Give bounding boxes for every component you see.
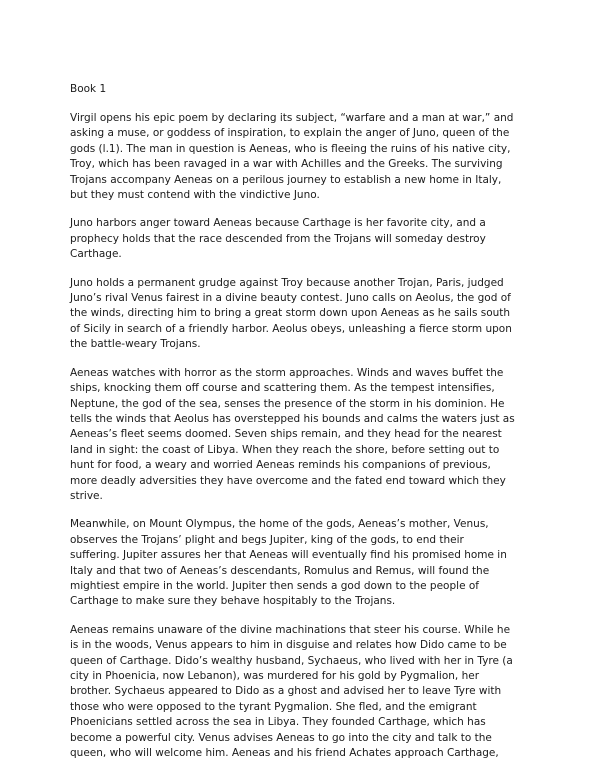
text-line: land in sight: the coast of Libya. When they reach the shore, before setting out to	[70, 443, 500, 456]
text-line: more deadly adversities they have overcome and the fated end toward which they	[70, 474, 506, 487]
text-line: Phoenicians settled across the sea in Libya. They founded Carthage, which has	[70, 716, 486, 729]
paragraph	[70, 366, 540, 505]
paragraph	[70, 111, 540, 203]
text-line: Aeneas remains unaware of the divine machinations that steer his course. While he	[70, 623, 511, 636]
paragraph-container	[70, 111, 540, 761]
text-line: the battle-weary Trojans.	[70, 338, 201, 351]
text-line: Carthage.	[70, 248, 122, 261]
book-heading: Book 1	[70, 83, 107, 95]
text-line: strive.	[70, 489, 103, 502]
text-line: Neptune, the god of the sea, senses the presence of the storm in his dominion. He	[70, 397, 505, 410]
text-line: the winds, directing him to bring a great storm down upon Aeneas as he sails south	[70, 307, 511, 320]
text-line: city in Phoenicia, now Lebanon), was murdered for his gold by Pygmalion, her	[70, 670, 480, 682]
text-line: Carthage to make sure they behave hospitably to the Trojans.	[70, 595, 396, 608]
text-line: those who were opposed to the tyrant Pygmalion. She fled, and the emigrant	[70, 700, 477, 713]
text-line: ships, knocking them off course and scattering them. As the tempest intensifies,	[70, 382, 495, 395]
text-line: Aeneas watches with horror as the storm approaches. Winds and waves buffet the	[70, 366, 504, 379]
text-line: Juno harbors anger toward Aeneas because Carthage is her favorite city, and a	[70, 217, 486, 230]
text-line: but they must contend with the vindictive Juno.	[70, 189, 320, 202]
text-line: of Sicily in search of a friendly harbor. Aeolus obeys, unleashing a fierce storm upon	[70, 322, 512, 335]
text-line: asking a muse, or goddess of inspiration, to explain the anger of Juno, queen of the	[70, 127, 510, 140]
text-line: gods (l.1). The man in question is Aeneas, who is fleeing the ruins of his native city,	[70, 142, 511, 155]
text-line: suffering. Jupiter assures her that Aeneas will eventually find his promised home in	[70, 549, 507, 562]
document-body	[70, 82, 540, 774]
text-line: Trojans accompany Aeneas on a perilous journey to establish a new home in Italy,	[70, 173, 502, 186]
text-line: brother. Sychaeus appeared to Dido as a ghost and advised her to leave Tyre with	[70, 685, 502, 698]
text-line: Juno’s rival Venus fairest in a divine beauty contest. Juno calls on Aeolus, the god of	[70, 292, 511, 305]
text-line: queen, who will welcome him. Aeneas and his friend Achates approach Carthage,	[70, 747, 499, 760]
paragraph	[70, 216, 540, 262]
text-line: mightiest empire in the world. Jupiter then sends a god down to the people of	[70, 579, 479, 592]
text-line: Virgil opens his epic poem by declaring its subject, “warfare and a man at war,” and	[70, 112, 514, 124]
paragraph	[70, 276, 540, 353]
text-line: prophecy holds that the race descended from the Trojans will someday destroy	[70, 232, 486, 245]
text-line: is in the woods, Venus appears to him in disguise and relates how Dido came to be	[70, 639, 507, 652]
text-line: Juno holds a permanent grudge against Troy because another Trojan, Paris, judged	[70, 276, 504, 289]
text-line: become a powerful city. Venus advises Aeneas to go into the city and talk to the	[70, 731, 492, 744]
text-line: observes the Trojans’ plight and begs Jupiter, king of the gods, to end their	[70, 533, 464, 546]
paragraph	[70, 517, 540, 609]
text-line: Italy and that two of Aeneas’s descendants, Romulus and Remus, will found the	[70, 564, 490, 577]
text-line: Troy, which has been ravaged in a war with Achilles and the Greeks. The surviving	[70, 158, 503, 171]
text-line: hunt for food, a weary and worried Aeneas reminds his companions of previous,	[70, 459, 491, 472]
text-line: Aeneas’s fleet seems doomed. Seven ships remain, and they head for the nearest	[70, 428, 502, 441]
paragraph	[70, 623, 540, 762]
text-line: Meanwhile, on Mount Olympus, the home of the gods, Aeneas’s mother, Venus,	[70, 518, 489, 531]
text-line: tells the winds that Aeolus has overstepped his bounds and calms the waters just as	[70, 412, 515, 425]
text-line: queen of Carthage. Dido’s wealthy husband, Sychaeus, who lived with her in Tyre (a	[70, 654, 513, 667]
